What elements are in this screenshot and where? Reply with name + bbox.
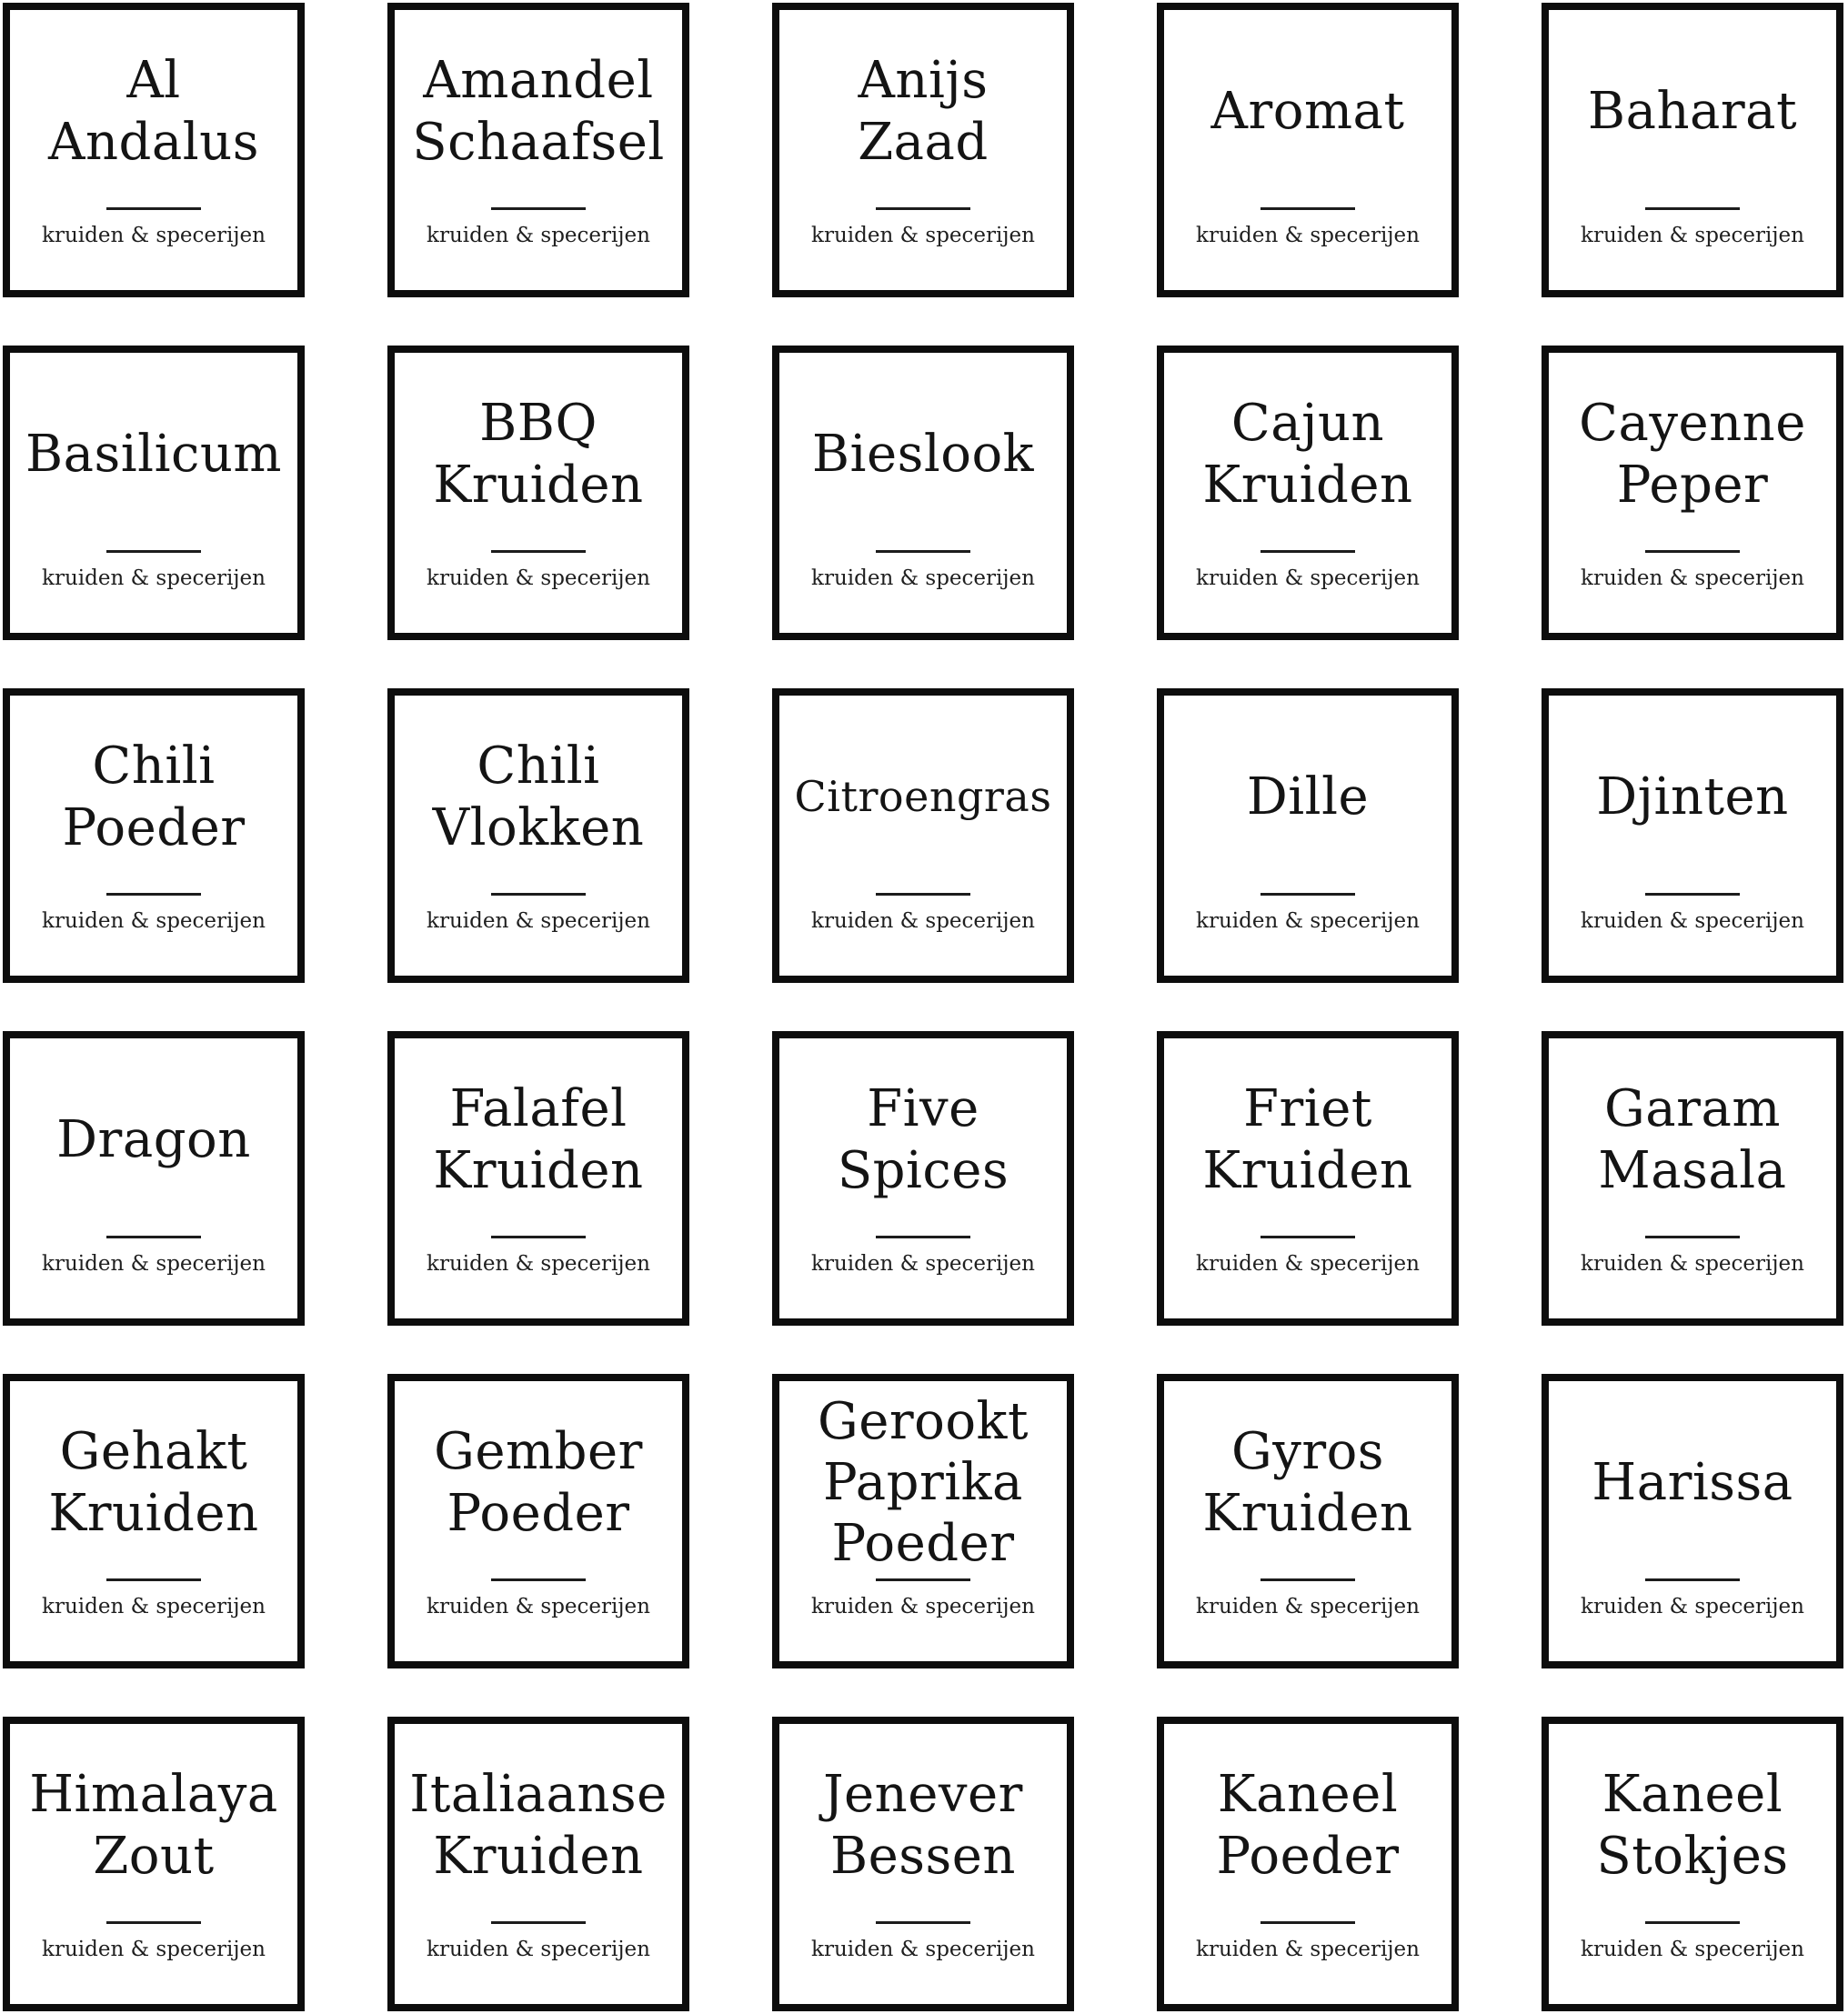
spice-label-card xyxy=(387,1031,689,1326)
spice-name: Friet Kruiden xyxy=(1202,1079,1413,1200)
divider-rule xyxy=(1645,207,1740,210)
label-name-area xyxy=(792,701,1054,893)
divider-rule xyxy=(1260,893,1355,896)
divider-rule xyxy=(491,1236,586,1238)
label-name-area xyxy=(407,15,669,207)
spice-label-card xyxy=(3,688,305,983)
label-tagline: kruiden & specerijen xyxy=(427,1938,650,1962)
label-tagline: kruiden & specerijen xyxy=(1196,909,1420,934)
divider-rule xyxy=(491,1921,586,1924)
label-name-area xyxy=(23,1729,285,1921)
divider-rule xyxy=(876,893,970,896)
spice-label-card xyxy=(772,346,1074,640)
divider-rule xyxy=(106,207,201,210)
spice-label-card xyxy=(1542,688,1843,983)
spice-label-card xyxy=(387,1717,689,2011)
spice-name: Gehakt Kruiden xyxy=(48,1422,259,1543)
label-name-area xyxy=(1177,15,1439,207)
label-tagline: kruiden & specerijen xyxy=(427,1252,650,1277)
divider-rule xyxy=(491,207,586,210)
spice-name: Harissa xyxy=(1592,1452,1793,1512)
spice-name: Kaneel Stokjes xyxy=(1596,1765,1789,1886)
label-tagline: kruiden & specerijen xyxy=(811,1595,1035,1619)
label-name-area xyxy=(407,701,669,893)
label-tagline: kruiden & specerijen xyxy=(42,224,266,248)
divider-rule xyxy=(876,1578,970,1581)
label-name-area xyxy=(407,1387,669,1578)
spice-name: Chili Vlokken xyxy=(432,736,645,857)
label-name-area xyxy=(23,1044,285,1236)
label-tagline: kruiden & specerijen xyxy=(811,1938,1035,1962)
label-tagline: kruiden & specerijen xyxy=(427,566,650,591)
label-tagline: kruiden & specerijen xyxy=(427,224,650,248)
spice-label-card xyxy=(3,1717,305,2011)
spice-name: Citroengras xyxy=(794,771,1052,821)
spice-label-card xyxy=(772,1717,1074,2011)
spice-name: Jenever Bessen xyxy=(823,1765,1023,1886)
label-tagline: kruiden & specerijen xyxy=(1581,566,1804,591)
spice-name: Aromat xyxy=(1210,81,1405,141)
label-name-area xyxy=(23,1387,285,1578)
divider-rule xyxy=(876,1921,970,1924)
label-name-area xyxy=(23,15,285,207)
spice-label-card xyxy=(1157,1717,1459,2011)
label-name-area xyxy=(792,1387,1054,1578)
label-tagline: kruiden & specerijen xyxy=(1196,224,1420,248)
spice-name: Gerookt Paprika Poeder xyxy=(817,1391,1029,1574)
label-tagline: kruiden & specerijen xyxy=(1581,1938,1804,1962)
divider-rule xyxy=(876,550,970,553)
label-tagline: kruiden & specerijen xyxy=(1581,1252,1804,1277)
divider-rule xyxy=(491,550,586,553)
spice-name: Dille xyxy=(1246,767,1370,827)
spice-name: Baharat xyxy=(1587,81,1798,141)
spice-label-card xyxy=(1157,1374,1459,1668)
spice-name: Chili Poeder xyxy=(62,736,246,857)
divider-rule xyxy=(1645,1236,1740,1238)
spice-label-card xyxy=(387,3,689,297)
spice-label-card xyxy=(1542,1717,1843,2011)
spice-label-card xyxy=(772,3,1074,297)
label-name-area xyxy=(23,358,285,550)
spice-name: Italiaanse Kruiden xyxy=(409,1765,668,1886)
label-tagline: kruiden & specerijen xyxy=(1196,1595,1420,1619)
label-tagline: kruiden & specerijen xyxy=(1196,1252,1420,1277)
divider-rule xyxy=(106,1921,201,1924)
label-name-area xyxy=(1177,1387,1439,1578)
spice-name: Basilicum xyxy=(25,424,283,484)
label-name-area xyxy=(792,15,1054,207)
spice-label-card xyxy=(1542,1374,1843,1668)
spice-label-card xyxy=(1157,346,1459,640)
spice-label-card xyxy=(387,346,689,640)
divider-rule xyxy=(106,893,201,896)
spice-name: Dragon xyxy=(56,1109,251,1169)
label-tagline: kruiden & specerijen xyxy=(1581,909,1804,934)
spice-label-card xyxy=(1157,1031,1459,1326)
spice-label-card xyxy=(1542,346,1843,640)
spice-name: Bieslook xyxy=(811,424,1035,484)
spice-label-card xyxy=(1542,3,1843,297)
divider-rule xyxy=(491,893,586,896)
label-tagline: kruiden & specerijen xyxy=(427,1595,650,1619)
divider-rule xyxy=(1260,1921,1355,1924)
label-name-area xyxy=(792,358,1054,550)
spice-name: Gyros Kruiden xyxy=(1202,1422,1413,1543)
label-name-area xyxy=(407,1729,669,1921)
divider-rule xyxy=(1260,207,1355,210)
divider-rule xyxy=(1260,1236,1355,1238)
spice-name: Gember Poeder xyxy=(434,1422,643,1543)
spice-name: Garam Masala xyxy=(1598,1079,1787,1200)
spice-name: Al Andalus xyxy=(48,51,259,172)
label-tagline: kruiden & specerijen xyxy=(42,1595,266,1619)
spice-label-card xyxy=(1157,3,1459,297)
label-tagline: kruiden & specerijen xyxy=(811,566,1035,591)
label-tagline: kruiden & specerijen xyxy=(42,566,266,591)
divider-rule xyxy=(106,550,201,553)
divider-rule xyxy=(1645,893,1740,896)
label-tagline: kruiden & specerijen xyxy=(42,909,266,934)
label-name-area xyxy=(1177,1044,1439,1236)
label-tagline: kruiden & specerijen xyxy=(1581,224,1804,248)
spice-name: BBQ Kruiden xyxy=(433,394,644,515)
divider-rule xyxy=(106,1236,201,1238)
spice-name: Kaneel Poeder xyxy=(1216,1765,1400,1886)
label-tagline: kruiden & specerijen xyxy=(811,909,1035,934)
label-name-area xyxy=(1562,1729,1823,1921)
label-tagline: kruiden & specerijen xyxy=(811,224,1035,248)
spice-label-card xyxy=(772,688,1074,983)
label-name-area xyxy=(1177,358,1439,550)
spice-label-card xyxy=(3,3,305,297)
label-tagline: kruiden & specerijen xyxy=(427,909,650,934)
spice-name: Anijs Zaad xyxy=(858,51,989,172)
spice-label-card xyxy=(1157,688,1459,983)
divider-rule xyxy=(1645,1921,1740,1924)
spice-name: Five Spices xyxy=(837,1079,1009,1200)
divider-rule xyxy=(491,1578,586,1581)
label-name-area xyxy=(1562,1044,1823,1236)
label-name-area xyxy=(1562,358,1823,550)
spice-label-card xyxy=(3,1374,305,1668)
label-name-area xyxy=(1177,1729,1439,1921)
divider-rule xyxy=(1645,1578,1740,1581)
spice-label-card xyxy=(3,1031,305,1326)
label-tagline: kruiden & specerijen xyxy=(1196,566,1420,591)
spice-label-card xyxy=(1542,1031,1843,1326)
divider-rule xyxy=(1260,1578,1355,1581)
divider-rule xyxy=(876,1236,970,1238)
label-name-area xyxy=(792,1044,1054,1236)
spice-name: Cayenne Peper xyxy=(1579,394,1806,515)
label-name-area xyxy=(1562,701,1823,893)
label-name-area xyxy=(23,701,285,893)
spice-name: Himalaya Zout xyxy=(29,1765,278,1886)
spice-label-card xyxy=(772,1374,1074,1668)
spice-label-card xyxy=(387,1374,689,1668)
label-name-area xyxy=(1562,1387,1823,1578)
label-tagline: kruiden & specerijen xyxy=(42,1938,266,1962)
label-tagline: kruiden & specerijen xyxy=(42,1252,266,1277)
divider-rule xyxy=(106,1578,201,1581)
label-name-area xyxy=(1177,701,1439,893)
spice-label-card xyxy=(3,346,305,640)
spice-name: Djinten xyxy=(1596,767,1789,827)
divider-rule xyxy=(876,207,970,210)
divider-rule xyxy=(1260,550,1355,553)
spice-name: Amandel Schaafsel xyxy=(412,51,665,172)
spice-label-card xyxy=(387,688,689,983)
spice-name: Cajun Kruiden xyxy=(1202,394,1413,515)
divider-rule xyxy=(1645,550,1740,553)
label-name-area xyxy=(407,1044,669,1236)
label-name-area xyxy=(792,1729,1054,1921)
label-tagline: kruiden & specerijen xyxy=(811,1252,1035,1277)
label-name-area xyxy=(407,358,669,550)
spice-label-card xyxy=(772,1031,1074,1326)
label-tagline: kruiden & specerijen xyxy=(1581,1595,1804,1619)
spice-name: Falafel Kruiden xyxy=(433,1079,644,1200)
label-name-area xyxy=(1562,15,1823,207)
label-tagline: kruiden & specerijen xyxy=(1196,1938,1420,1962)
